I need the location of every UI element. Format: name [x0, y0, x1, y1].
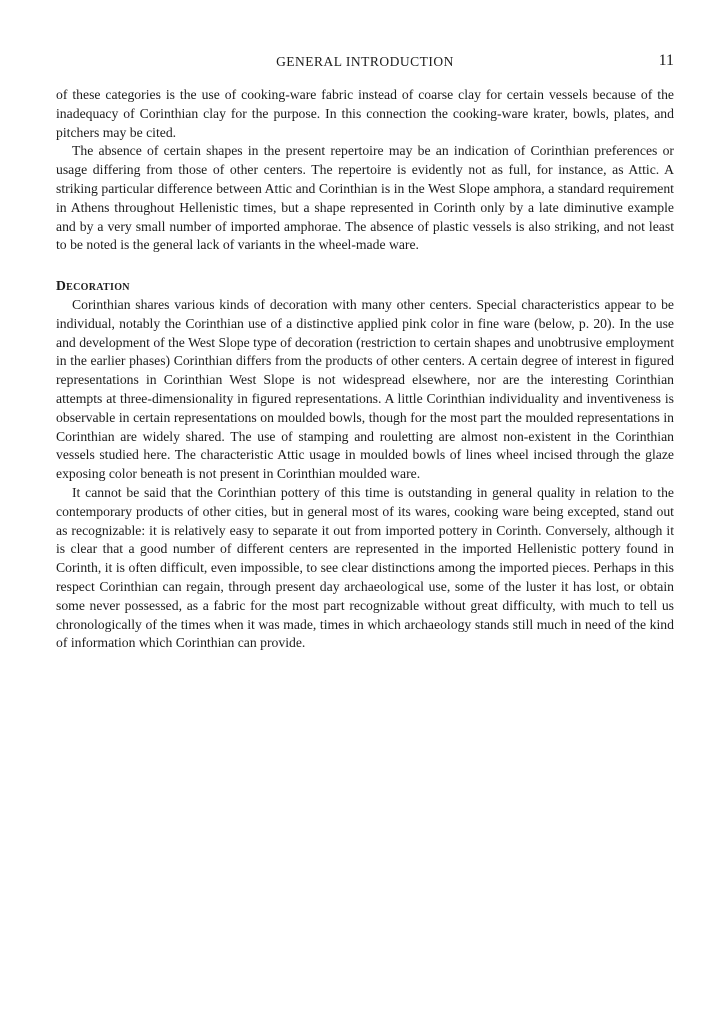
paragraph-repertoire: The absence of certain shapes in the present repertoire may be an indication of Corinthian preferences or usage differing from those of other centers. The repertoire is evidently not as full, for instance, as Attic. A striking particular difference between Attic and Corinthian is in the West Slope amphora, a standard requirement in Athens throughout Hellenistic times, but a shape represented in Corinth only by a late diminutive example and by a very small number of imported amphorae. The absence of plastic vessels is also striking, and not least to be noted is the general lack of variants in the wheel-made ware.: [56, 143, 674, 253]
paragraph-quality: It cannot be said that the Corinthian pottery of this time is outstanding in general quality in relation to the contemporary products of other cities, but in general most of its wares, cooking ware being excepted, stand out as recognizable: it is relatively easy to separate it out from imported pottery in Corinth. Conversely, although it is clear that a good number of different centers are represented in the imported Hellenistic pottery found in Corinth, it is often difficult, even impossible, to see clear distinctions among the imported pieces. Perhaps in this respect Corinthian can regain, through present day archaeological use, some of the luster it has lost, or obtain some never possessed, as a fabric for the most part recognizable without great difficulty, with much to tell us chronologically of the times when it was made, times in which archaeology stands still much in need of the kind of information which Corinthian can provide.: [56, 484, 674, 651]
paragraph-decoration: Corinthian shares various kinds of decoration with many other centers. Special characteristics appear to be individual, notably the Corinthian use of a distinctive applied pink color in fine ware (below, p. 20). In the use and development of the West Slope type of decoration (restriction to certain shapes and unobtrusive employment in the earlier phases) Corinthian differs from the products of other centers. A certain degree of interest in figured representations in Corinthian West Slope is not widespread elsewhere, nor are the interesting Corinthian attempts at three-dimensionality in figured representations. A little Corinthian individuality and inventiveness is observable in certain representations on moulded bowls, though for the most part the moulded representations in Corinthian are widely shared. The use of stamping and rouletting are almost non-existent in the Corinthian vessels studied here. The characteristic Attic usage in moulded bowls of lines wheel incised through the glaze exposing color beneath is not present in Corinthian moulded ware.: [56, 296, 674, 482]
body-text: [56, 86, 674, 653]
page-number: 11: [658, 52, 674, 69]
running-head: [56, 54, 674, 74]
section-heading-decoration: Decoration: [56, 278, 130, 294]
paragraph-continued: of these categories is the use of cooking-ware fabric instead of coarse clay for certain vessels because of the inadequacy of Corinthian clay for the purpose. In this connection the cooking-ware krater, bowls, plates, and pitchers may be cited.: [56, 87, 674, 140]
running-head-title: GENERAL INTRODUCTION: [276, 54, 454, 69]
